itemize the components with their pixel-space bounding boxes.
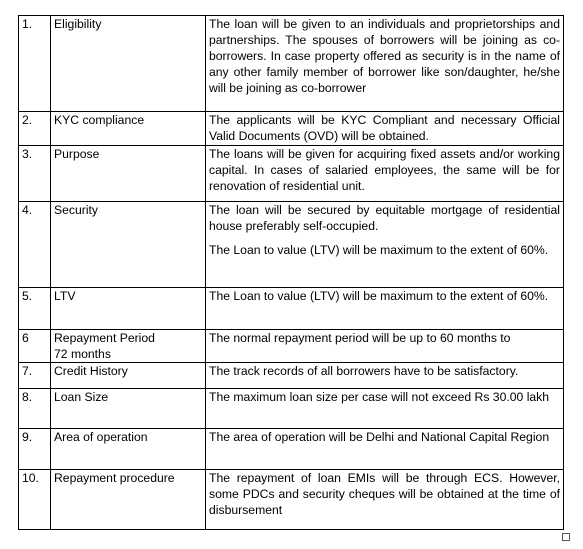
description-text: The Loan to value (LTV) will be maximum to the extent of 60%. <box>209 243 549 257</box>
row-label: Area of operation <box>51 429 206 470</box>
row-description <box>206 363 564 389</box>
table-resize-handle[interactable] <box>562 533 570 541</box>
table-row <box>19 16 564 112</box>
row-number: 6 <box>19 330 51 363</box>
description-text: The normal repayment period will be up to 60 months to <box>209 331 511 345</box>
row-label: Repayment procedure <box>51 470 206 530</box>
row-number: 3. <box>19 146 51 202</box>
row-number: 7. <box>19 363 51 389</box>
row-label: Loan Size <box>51 389 206 429</box>
row-description <box>206 16 564 112</box>
table-row <box>19 389 564 429</box>
row-number: 10. <box>19 470 51 530</box>
description-text: The loan will be secured by equitable mortgage of residential house preferably self-occupied. <box>209 203 560 233</box>
description-text: The applicants will be KYC Compliant and necessary Official Valid Documents (OVD) will be obtained. <box>209 113 560 143</box>
description-text: The repayment of loan EMIs will be through ECS. However, some PDCs and security cheques will be obtained at the time of disbursement <box>209 471 560 517</box>
table-row <box>19 288 564 330</box>
row-label-note: 72 months <box>54 347 111 361</box>
row-label-text: Repayment Period <box>54 331 155 345</box>
row-description <box>206 146 564 202</box>
row-number: 2. <box>19 112 51 146</box>
description-text: The track records of all borrowers have to be satisfactory. <box>209 364 519 378</box>
row-description <box>206 330 564 363</box>
row-number: 8. <box>19 389 51 429</box>
row-number: 9. <box>19 429 51 470</box>
row-description <box>206 470 564 530</box>
row-label: Security <box>51 202 206 288</box>
row-description <box>206 288 564 330</box>
row-label <box>51 330 206 363</box>
description-text: The area of operation will be Delhi and National Capital Region <box>209 430 550 444</box>
row-description <box>206 112 564 146</box>
description-text: The maximum loan size per case will not exceed Rs 30.00 lakh <box>209 390 550 404</box>
description-text: The Loan to value (LTV) will be maximum to the extent of 60%. <box>209 289 549 303</box>
row-label: LTV <box>51 288 206 330</box>
table-row <box>19 202 564 288</box>
loan-terms-table <box>18 15 564 530</box>
table-row <box>19 363 564 389</box>
row-number: 4. <box>19 202 51 288</box>
row-label: Purpose <box>51 146 206 202</box>
row-description <box>206 202 564 288</box>
row-label: Eligibility <box>51 16 206 112</box>
table-row <box>19 112 564 146</box>
row-label: KYC compliance <box>51 112 206 146</box>
table-row <box>19 330 564 363</box>
row-description <box>206 429 564 470</box>
description-text: The loans will be given for acquiring fixed assets and/or working capital. In cases of salaried employees, the same will be for renovation of residential unit. <box>209 147 560 193</box>
table-row <box>19 429 564 470</box>
table-row <box>19 470 564 530</box>
description-text: The loan will be given to an individuals and proprietorships and partnerships. The spouses of borrowers will be joining as co- borrowers. In case property offered as security is in the name of any other family member of borrower like son/daughter, he/she will be joining as co-borrower <box>209 17 560 95</box>
row-description <box>206 389 564 429</box>
row-number: 1. <box>19 16 51 112</box>
table-row <box>19 146 564 202</box>
row-label: Credit History <box>51 363 206 389</box>
row-number: 5. <box>19 288 51 330</box>
